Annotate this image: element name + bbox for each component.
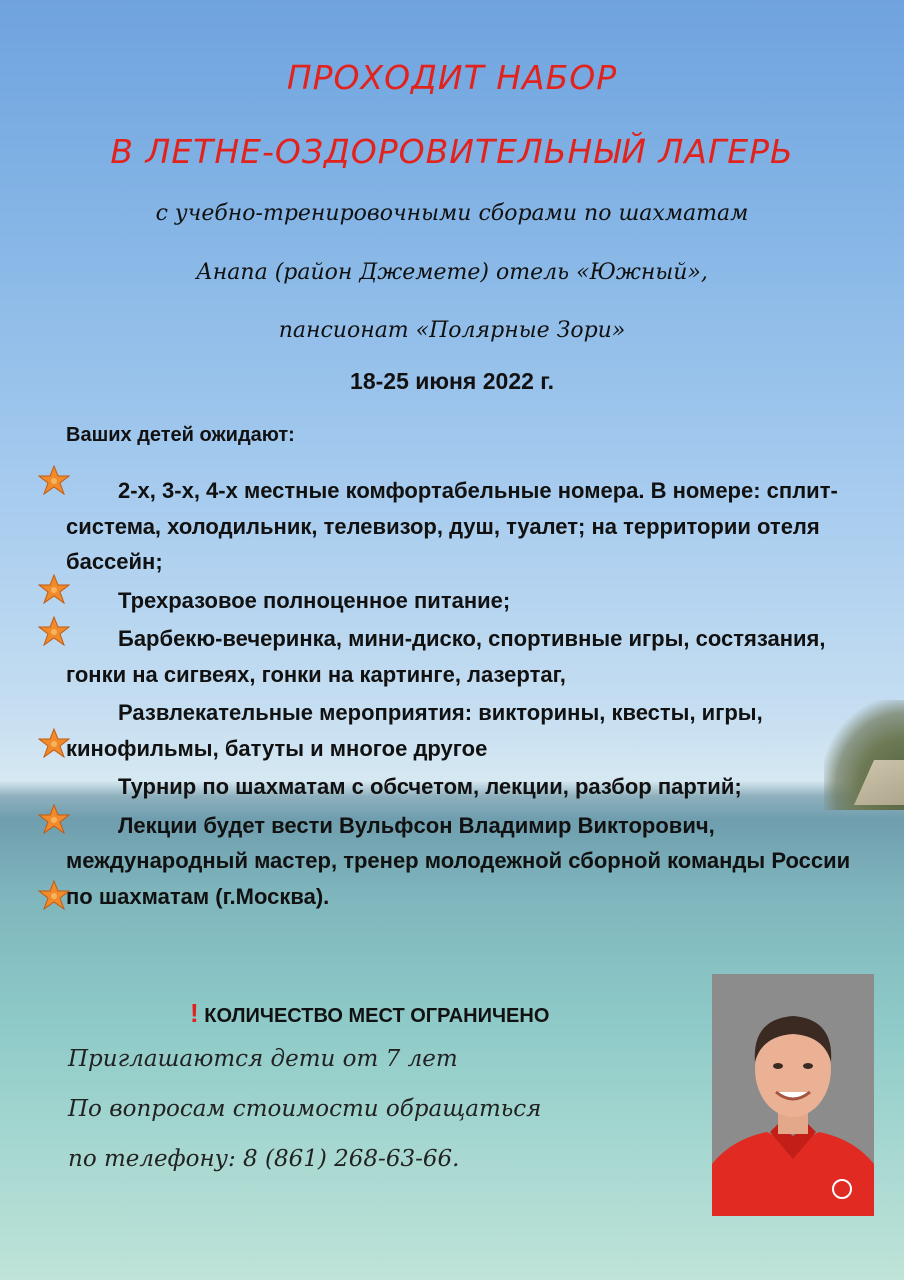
exclamation-mark: ! bbox=[190, 998, 199, 1028]
starfish-icon bbox=[38, 616, 70, 646]
feature-item: Барбекю-вечеринка, мини-диско, спортивные игры, состязания, гонки на сигвеях, гонки на картинге, лазертаг, bbox=[66, 626, 826, 687]
price-info: По вопросам стоимости обращаться bbox=[68, 1096, 542, 1122]
subtitle-line-2: Анапа (район Джемете) отель «Южный», bbox=[196, 260, 708, 285]
limited-places-text: КОЛИЧЕСТВО МЕСТ ОГРАНИЧЕНО bbox=[204, 1005, 550, 1027]
feature-item: Турнир по шахматам с обсчетом, лекции, разбор партий; bbox=[118, 774, 742, 799]
feature-item: Трехразовое полноценное питание; bbox=[118, 587, 511, 613]
feature-item: Развлекательные мероприятия: викторины, квесты, игры, кинофильмы, батуты и многое другое bbox=[66, 700, 763, 761]
starfish-icon bbox=[38, 574, 70, 604]
phone-info: по телефону: 8 (861) 268-63-66. bbox=[68, 1146, 460, 1172]
age-info: Приглашаются дети от 7 лет bbox=[68, 1046, 458, 1072]
feature-item: Лекции будет вести Вульфсон Владимир Викторович, международный мастер, тренер молодежной сборной команды России по шахматам (г.Москва). bbox=[66, 812, 851, 909]
starfish-icon bbox=[38, 804, 70, 834]
event-dates: 18-25 июня 2022 г. bbox=[350, 368, 554, 394]
subtitle-line-3: пансионат «Полярные Зори» bbox=[278, 318, 626, 343]
starfish-icon bbox=[38, 465, 70, 495]
headline-line-1: ПРОХОДИТ НАБОР bbox=[286, 58, 618, 97]
starfish-icon bbox=[38, 880, 70, 910]
feature-item: 2-х, 3-х, 4-х местные комфортабельные номера. В номере: сплит-система, холодильник, телевизор, душ, туалет; на территории отеля бассейн; bbox=[66, 478, 838, 574]
intro-text: Ваших детей ожидают: bbox=[66, 424, 295, 446]
coach-photo bbox=[712, 974, 874, 1216]
limited-places-notice bbox=[190, 998, 549, 1029]
feature-list bbox=[66, 473, 856, 914]
headline-line-2: В ЛЕТНЕ-ОЗДОРОВИТЕЛЬНЫЙ ЛАГЕРЬ bbox=[110, 132, 794, 171]
coach-portrait-image bbox=[712, 974, 874, 1216]
starfish-icon bbox=[38, 728, 70, 758]
subtitle-line-1: с учебно-тренировочными сборами по шахматам bbox=[155, 201, 749, 226]
